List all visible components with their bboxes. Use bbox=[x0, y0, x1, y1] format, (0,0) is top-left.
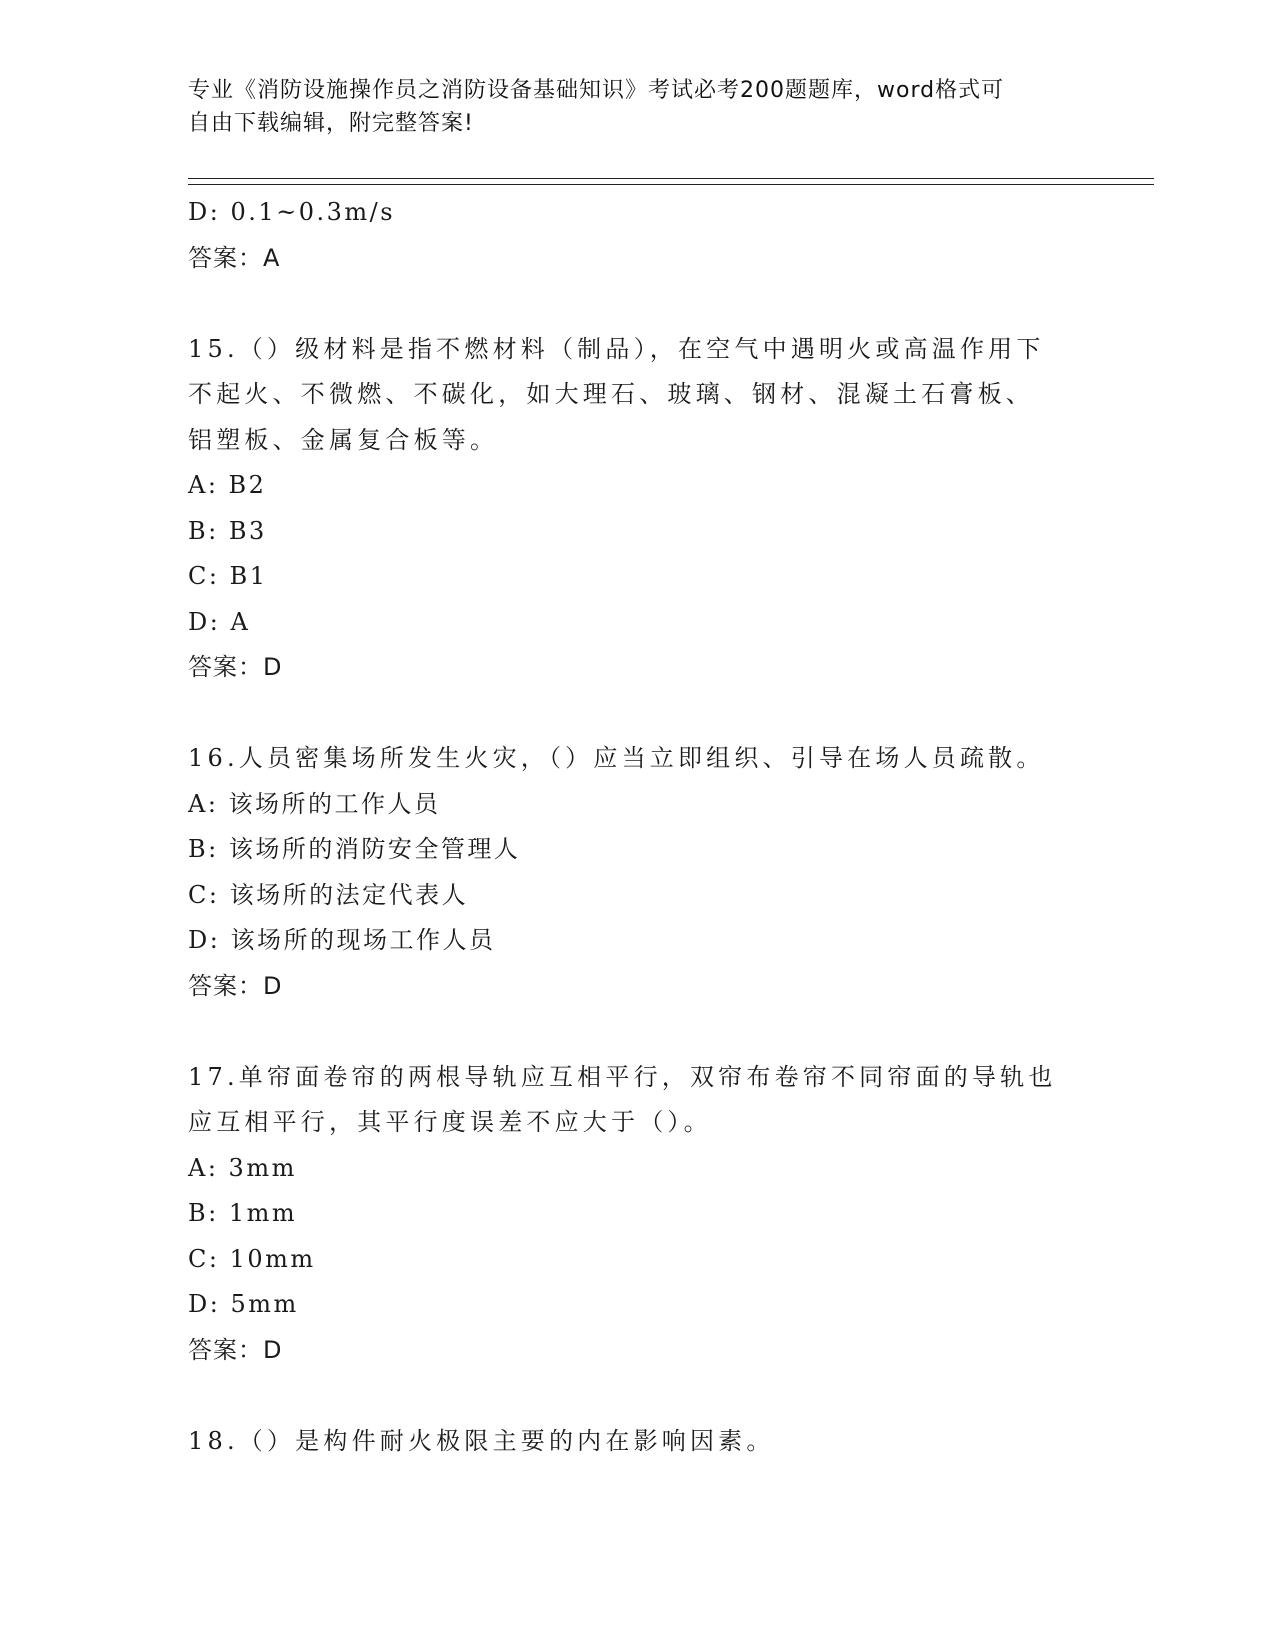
question-stem-line: 15.（）级材料是指不燃材料（制品），在空气中遇明火或高温作用下 bbox=[188, 334, 1045, 363]
question-stem-line: 18.（）是构件耐火极限主要的内在影响因素。 bbox=[188, 1426, 775, 1455]
answer: 答案：D bbox=[188, 971, 283, 1000]
prev-question-option-d: D: 0.1~0.3m/s bbox=[188, 198, 396, 226]
spacer bbox=[188, 1009, 1088, 1055]
header-line-2: 自由下载编辑，附完整答案! bbox=[188, 111, 474, 136]
option-a: A: 3mm bbox=[188, 1153, 297, 1182]
header-line-1: 专业《消防设施操作员之消防设备基础知识》考试必考200题题库，word格式可 bbox=[188, 78, 1005, 103]
spacer bbox=[188, 1373, 1088, 1419]
option-a: A: B2 bbox=[188, 471, 267, 499]
option-d: D: A bbox=[188, 607, 251, 636]
document-body bbox=[188, 190, 1088, 1464]
answer: 答案：D bbox=[188, 1335, 283, 1364]
prev-question-answer: 答案：A bbox=[188, 243, 281, 272]
option-a: A: 该场所的工作人员 bbox=[188, 789, 441, 818]
option-d: D: 5mm bbox=[188, 1290, 299, 1318]
question-15 bbox=[188, 327, 1088, 691]
question-18 bbox=[188, 1419, 1088, 1465]
spacer bbox=[188, 281, 1088, 327]
question-stem-line: 不起火、不微燃、不碳化，如大理石、玻璃、钢材、混凝土石膏板、 bbox=[188, 380, 1034, 408]
question-stem-line: 16.人员密集场所发生火灾，（）应当立即组织、引导在场人员疏散。 bbox=[188, 744, 1045, 772]
answer: 答案：D bbox=[188, 653, 283, 681]
document-header bbox=[188, 74, 1068, 140]
option-b: B: 该场所的消防安全管理人 bbox=[188, 835, 521, 863]
option-c: C: 该场所的法定代表人 bbox=[188, 880, 469, 909]
question-16 bbox=[188, 736, 1088, 1009]
option-c: C: 10mm bbox=[188, 1244, 316, 1273]
option-c: C: B1 bbox=[188, 562, 268, 590]
header-divider bbox=[188, 178, 1154, 185]
option-b: B: B3 bbox=[188, 516, 267, 545]
option-b: B: 1mm bbox=[188, 1199, 298, 1227]
question-stem-line: 应互相平行，其平行度误差不应大于（）。 bbox=[188, 1108, 712, 1136]
question-17 bbox=[188, 1055, 1088, 1374]
option-d: D: 该场所的现场工作人员 bbox=[188, 926, 496, 954]
question-stem-line: 铝塑板、金属复合板等。 bbox=[188, 425, 499, 454]
spacer bbox=[188, 691, 1088, 737]
question-stem-line: 17.单帘面卷帘的两根导轨应互相平行，双帘布卷帘不同帘面的导轨也 bbox=[188, 1062, 1057, 1091]
